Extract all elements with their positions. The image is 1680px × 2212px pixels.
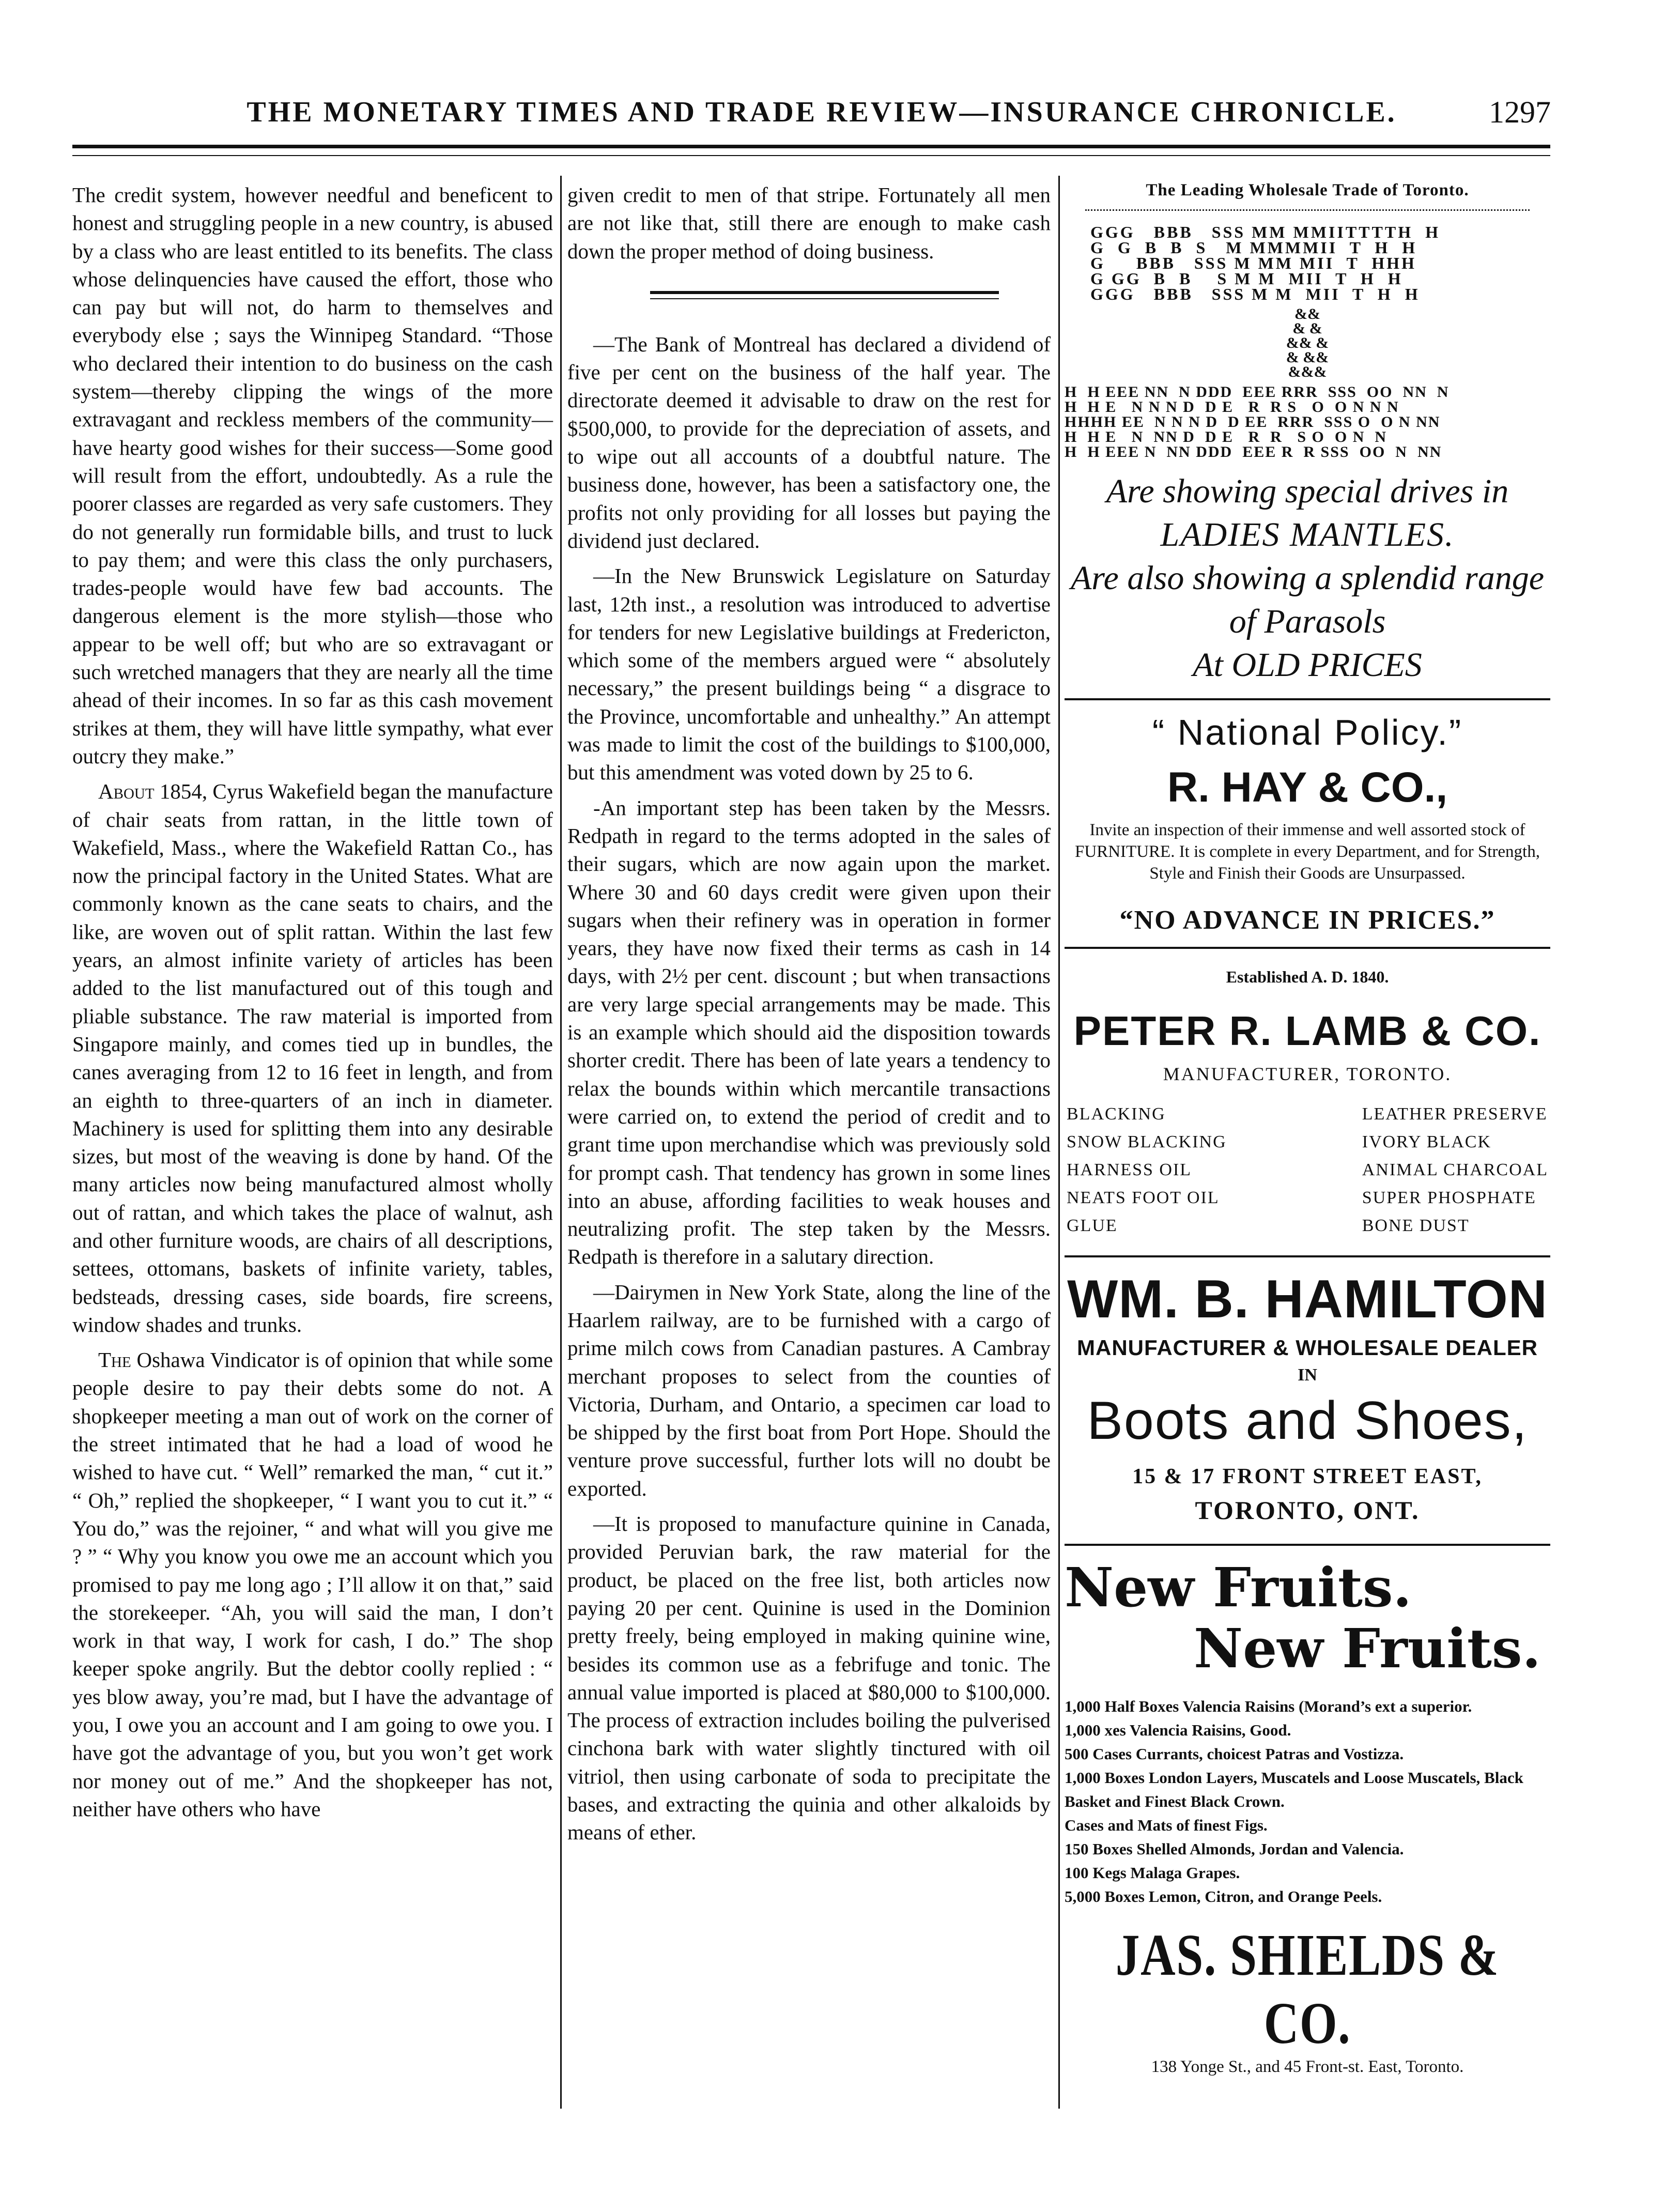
article-bank-of-montreal: —The Bank of Montreal has declared a dividend of five per cent on the business of the half year. The directorate deemed it advisable to draw on the rest for $500,000, to provide for the depreciation of assets, and to wipe out all accounts of a doubtful nature. The business done, however, has been a satisfactory one, the profits not only providing for all losses but paying the dividend just declared. — [567, 332, 1051, 552]
wavy-rule — [1085, 202, 1530, 211]
column-1 — [72, 181, 553, 1830]
running-head: THE MONETARY TIMES AND TRADE REVIEW—INSURANCE CHRONICLE. — [246, 96, 1397, 128]
hamilton-boots-shoes: Boots and Shoes, — [1087, 1391, 1528, 1451]
product-item: BLACKING — [1067, 1104, 1166, 1124]
hamilton-in: IN — [1298, 1365, 1317, 1385]
national-policy: “ National Policy.” — [1152, 712, 1463, 752]
monogram-line: & & — [1292, 320, 1322, 337]
fruit-item: 1,000 Boxes London Layers, Muscatels and Loose Muscatels, Black Basket and Finest Black Crown. — [1065, 1769, 1523, 1810]
fruit-item: Cases and Mats of finest Figs. — [1065, 1816, 1268, 1834]
product-item: GLUE — [1067, 1216, 1118, 1235]
monogram-line: G G B B S M MMMMII T H H — [1090, 238, 1417, 257]
monogram-line: G GG B B S M M MII T H H — [1090, 269, 1403, 288]
hamilton-city: TORONTO, ONT. — [1195, 1496, 1420, 1525]
new-fruits-line-2: New Fruits. — [1194, 1617, 1541, 1680]
ad-divider — [1065, 698, 1550, 700]
product-item: NEATS FOOT OIL — [1067, 1188, 1220, 1207]
fruit-item: 150 Boxes Shelled Almonds, Jordan and Valencia. — [1065, 1840, 1404, 1858]
hay-description: Invite an inspection of their immense and well assorted stock of FURNITURE. It is complete in every Department, and for Strength, Style and Finish their Goods are Unsurpassed. — [1075, 821, 1540, 883]
monogram-line: & && — [1286, 349, 1329, 366]
parasols-line-3: At OLD PRICES — [1193, 646, 1422, 684]
leading-trade-heading: The Leading Wholesale Trade of Toronto. — [1146, 181, 1469, 199]
ad-divider — [1065, 947, 1550, 949]
lead-word: The — [98, 1348, 131, 1372]
product-item: LEATHER PRESERVE — [1362, 1104, 1548, 1124]
article-dairymen: —Dairymen in New York State, along the line of the Haarlem railway, are to be furnished with a cargo of prime milch cows from Canadian pastures. A Cambray merchant proposes to select from the counties of Victoria, Durham, and Ontario, a specimen car load to be shipped by the first boat from Port Hope. Should the venture prove successful, further lots will no doubt be exported. — [567, 1280, 1051, 1500]
article-quinine: —It is proposed to manufacture quinine in Canada, provided Peruvian bark, the raw material for the product, be placed on the free list, both articles now paying 20 per cent. Quinine is used in the Dominion pretty freely, being employed in making quinine wine, besides its common use as a febrifuge and tonic. The annual value imported is placed at $80,000 to $100,000. The process of extraction includes boiling the pulverised cinchona bark with water slightly tinctured with oil vitriol, then using carbonate of soda to precipitate the bases, and extracting the quinia and other alkaloids by means of ether. — [567, 1512, 1051, 1845]
no-advance-slogan: “NO ADVANCE IN PRICES.” — [1119, 905, 1496, 935]
lamb-company-name: PETER R. LAMB & CO. — [1073, 1008, 1542, 1054]
monogram-line: G BBB SSS M MM MII T HHH — [1090, 254, 1416, 272]
ladies-line-1: Are showing special drives in — [1106, 472, 1509, 510]
gbs-monogram — [1090, 224, 1550, 302]
lamb-established: Established A. D. 1840. — [1226, 967, 1389, 986]
fruit-item: 500 Cases Currants, choicest Patras and Vostizza. — [1065, 1745, 1404, 1763]
header-rule — [72, 145, 1550, 148]
column-2 — [567, 181, 1051, 1854]
article-continuation: given credit to men of that stripe. Fortunately all men are not like that, still there are enough to make cash down the proper method of doing business. — [567, 183, 1051, 263]
monogram-line: GGG BBB SSS MM MMIITTTTH H — [1090, 223, 1440, 241]
monogram-line: && — [1294, 305, 1320, 322]
hay-company-name: R. HAY & CO., — [1167, 764, 1448, 811]
article-new-brunswick: —In the New Brunswick Legislature on Saturday last, 12th inst., a resolution was introduced to advertise for tenders for new Legislative buildings at Fredericton, which some of the members argued were “ absolutely necessary,” the present buildings being “ a disgrace to the Province, uncomfortable and unhealthy.” An attempt was made to limit the cost of the buildings to $100,000, but this amendment was voted down by 25 to 6. — [567, 564, 1051, 785]
advertisements-column — [1065, 176, 1550, 2077]
lamb-subtitle: MANUFACTURER, TORONTO. — [1163, 1064, 1452, 1084]
product-item: ANIMAL CHARCOAL — [1362, 1160, 1548, 1179]
column-rule-1 — [560, 176, 562, 2109]
lamb-products-right — [1362, 1100, 1548, 1240]
monogram-line: H H E N NN D D E R R S O O N N — [1065, 428, 1388, 446]
ladies-line-2: LADIES MANTLES. — [1160, 516, 1455, 554]
product-item: IVORY BLACK — [1362, 1132, 1492, 1151]
article-credit-system: The credit system, however needful and beneficent to honest and struggling people in a new country, is abused by a class who are least entitled to its benefits. The class whose delinquencies have caused the effort, those who can pay but will not, do harm to themselves and everybody else ; says the Winnipeg Standard. “Those who declared their intention to do business on the cash system—thereby clipping the wings of the more extravagant and reckless members of the community—have hearty good wishes for their success—Some good will result from the effort, undoubtedly. As a rule the poorer classes are regarded as very safe customers. They do not generally run formidable bills, and trust to luck to pay them; and were this class the only purchasers, trades-people would have few bad accounts. The dangerous element is the more stylish—those who appear to be well off; but who are so extravagant or such wretched managers that they are nearly all the time ahead of their incomes. In so far as this cash movement strikes at them, they will have little sympathy, what ever outcry they make.” — [72, 183, 553, 768]
product-item: BONE DUST — [1362, 1216, 1470, 1235]
parasols-line-1: Are also showing a splendid range — [1070, 559, 1545, 597]
fruit-list — [1065, 1695, 1550, 1909]
fruit-item: 1,000 Half Boxes Valencia Raisins (Morand’s ext a superior. — [1065, 1697, 1472, 1715]
monogram-line: HHHH EE N N N D D EE RRR SSS O O N NN — [1065, 413, 1441, 431]
product-item: HARNESS OIL — [1067, 1160, 1192, 1179]
ad-divider — [1065, 1544, 1550, 1546]
lamb-products-left — [1067, 1100, 1227, 1240]
hamilton-company-name: WM. B. HAMILTON — [1067, 1269, 1548, 1329]
hamilton-address: 15 & 17 FRONT STREET EAST, — [1132, 1465, 1483, 1488]
lamb-product-list — [1067, 1100, 1548, 1240]
monogram-line: H H E N N N D D E R R S O O N N N — [1065, 398, 1399, 416]
article-text: Oshawa Vindicator is of opinion that while some people desire to pay their debts some do not. A shopkeeper meeting a man out of work on the corner of the street intimated that he had a load of wood he wished to have cut. “ Well” remarked the man, “ cut it.” “ Oh,” replied the shopkeeper, “ I want you to cut it.” “ You do,” was the rejoiner, “ and what will you give me ? ” “ Why you know you owe me an account which you promised to pay me long ago ; I’ll allow it on that,” said the storekeeper. “Ah, you will said the man, I don’t work in that way, I work for cash, I do.” The shop keeper spoke angrily. But the debtor coolly replied : “ yes blow away, you’re mad, but I have the advantage of you, I owe you an account and I am going to owe you. I have got the advantage of you, but you won’t get work nor money out of me.” And the shopkeeper has not, neither have others who have — [72, 1348, 553, 1821]
product-item: SUPER PHOSPHATE — [1362, 1188, 1536, 1207]
monogram-line: &&& — [1288, 363, 1327, 380]
new-fruits-heading — [1065, 1557, 1550, 1679]
lead-word: About — [98, 779, 155, 804]
monogram-line: GGG BBB SSS M M MII T H H — [1090, 285, 1420, 303]
article-rattan — [72, 777, 553, 1339]
page-number: 1297 — [1489, 95, 1551, 129]
monogram-line: H H EEE N NN DDD EEE R R SSS OO N NN — [1065, 443, 1442, 460]
henderson-monogram — [1065, 385, 1550, 459]
section-separator — [650, 291, 999, 299]
column-rule-2 — [1058, 176, 1060, 2109]
monogram-line: H H EEE NN N DDD EEE RRR SSS OO NN N — [1065, 383, 1450, 401]
article-text: 1854, Cyrus Wakefield began the manufacture of chair seats from rattan, in the little town of Wakefield, Mass., where the Wakefield Rattan Co., has now the principal factory in the United States. What are commonly known as the cane seats to chairs, and the like, are woven out of split rattan. Within the last few years, an almost infinite variety of articles has been added to the list manufactured out of this tough and pliable substance. The raw material is imported from Singapore mainly, and comes tied up in bundles, the canes averaging from 12 to 16 feet in length, and from an eighth to three-quarters of an inch in diameter. Machinery is used for splitting them into any desirable sizes, but most of the weaving is done by hand. Of the many articles now being manufactured almost wholly out of rattan, and which takes the place of walnut, ash and other furniture woods, are chairs of all descriptions, settees, ottomans, baskets of infinite variety, tables, bedsteads, dressing cases, side boards, fire screens, window shades and trunks. — [72, 779, 553, 1337]
ampersand-monogram — [1065, 307, 1550, 379]
header-rule-thin — [72, 155, 1550, 156]
fruit-item: 5,000 Boxes Lemon, Citron, and Orange Peels. — [1065, 1887, 1382, 1906]
shields-address: 138 Yonge St., and 45 Front-st. East, Toronto. — [1151, 2057, 1464, 2076]
hamilton-subtitle: MANUFACTURER & WHOLESALE DEALER — [1077, 1335, 1538, 1360]
monogram-line: && & — [1286, 334, 1329, 351]
fruit-item: 100 Kegs Malaga Grapes. — [1065, 1864, 1240, 1882]
article-oshawa — [72, 1346, 553, 1823]
shields-company-name: JAS. SHIELDS & CO. — [1115, 1922, 1500, 2056]
new-fruits-line-1: New Fruits. — [1065, 1556, 1412, 1619]
fruit-item: 1,000 xes Valencia Raisins, Good. — [1065, 1721, 1291, 1739]
parasols-line-2: of Parasols — [1229, 603, 1386, 640]
article-redpath: -An important step has been taken by the Messrs. Redpath in regard to the terms adopted in the sales of their sugars, which are now again upon the market. Where 30 and 60 days credit were given upon their sugars when their refinery was in operation in former years, they have now fixed their terms as cash in 14 days, with 2½ per cent. discount ; but when transactions are very large special arrangements may be made. This is an example which should aid the disposition towards shorter credit. There has been of late years a tendency to relax the bounds within which mercantile transactions were carried on, to extend the period of credit and to grant time upon merchandise which was previously sold for prompt cash. That tendency has grown in some lines into an abuse, affording facilities to weak houses and neutralizing profit. The step taken by the Messrs. Redpath is therefore in a salutary direction. — [567, 795, 1051, 1269]
product-item: SNOW BLACKING — [1067, 1132, 1227, 1151]
ad-divider — [1065, 1255, 1550, 1257]
